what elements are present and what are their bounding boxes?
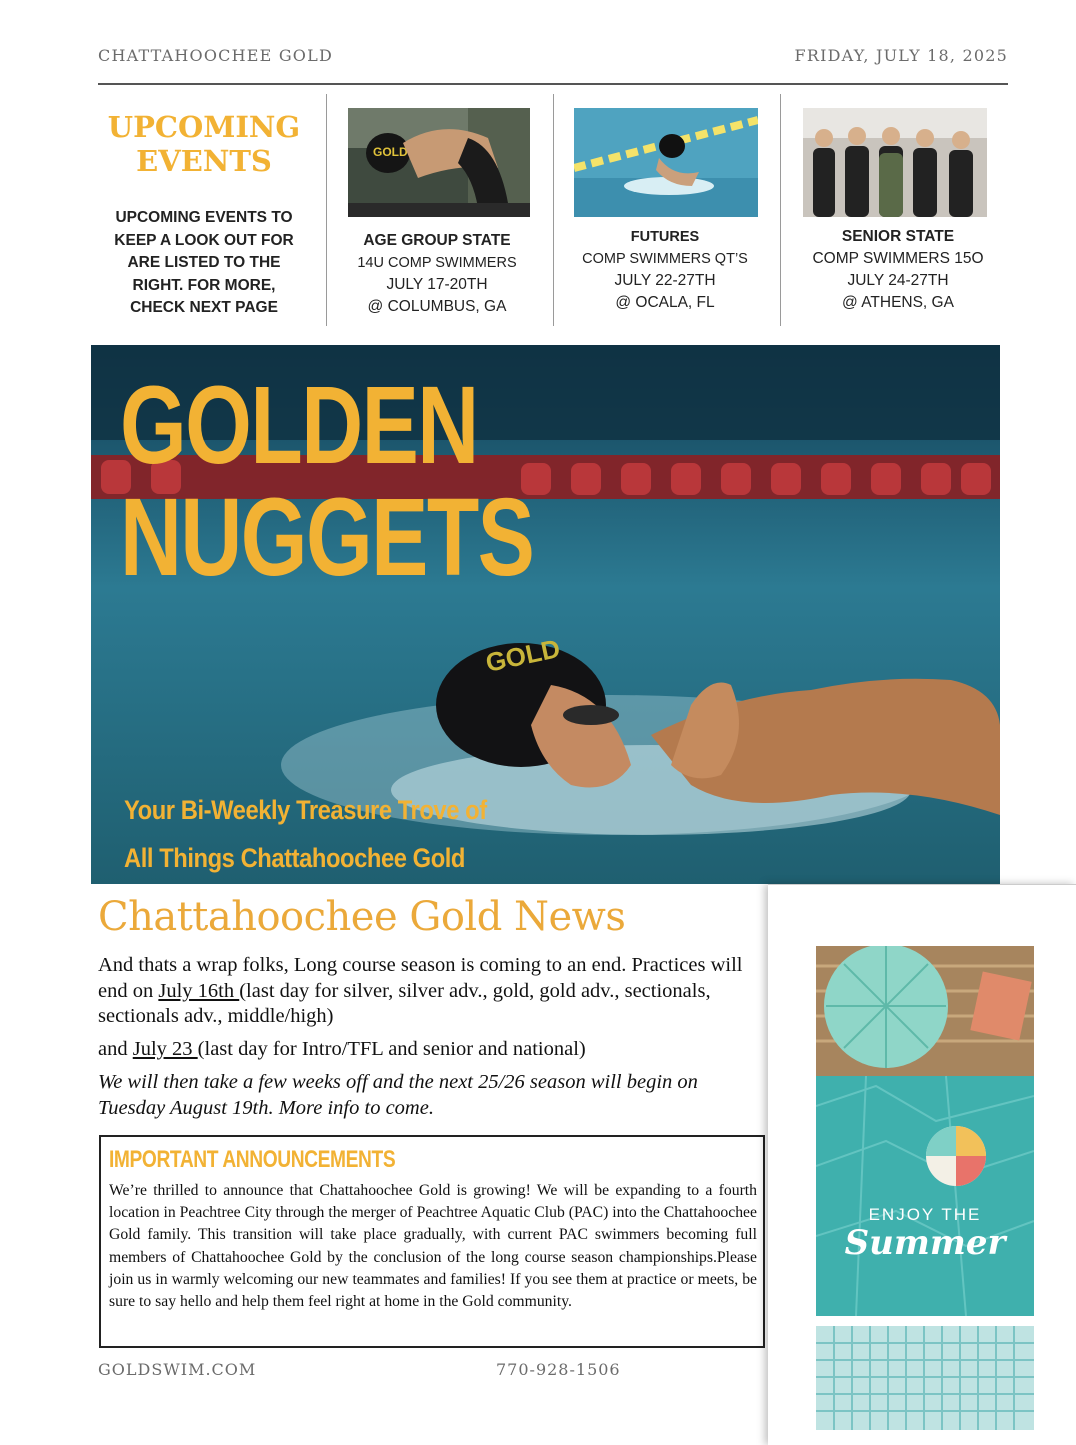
newsletter-tagline [124, 786, 487, 882]
masthead-title: CHATTAHOOCHEE GOLD [98, 46, 333, 65]
event-dates: JULY 22-27TH [614, 272, 716, 289]
website-link[interactable]: GOLDSWIM.COM [98, 1360, 257, 1379]
event-name: AGE GROUP STATE [363, 232, 511, 249]
upcoming-events-description: UPCOMING EVENTS TO KEEP A LOOK OUT FOR ARE LISTED TO THE RIGHT. FOR MORE, CHECK NEXT PAGE [114, 209, 294, 316]
announcements-heading: IMPORTANT ANNOUNCEMENTS [109, 1146, 396, 1173]
news-text: and [98, 1038, 133, 1060]
cap-logo-text: GOLD [483, 632, 563, 678]
announcements-text: We’re thrilled to announce that Chattahoochee Gold is growing! We will be expanding to a fourth location in Peachtree City through the merger of Peachtree Aquatic Club (PAC) into the Chattahoochee Gold family. This transition will take place gradually, with current PAC swimmers becoming full members of Chattahoochee Gold by the conclusion of the long course season championships.Please join us in warmly welcoming our new teammates and families! If you see them at practice or meets, be sure to say hello and help them feel right at home in the Gold community. [109, 1182, 757, 1311]
tagline-line1: Your Bi-Weekly Treasure Trove of [124, 795, 487, 825]
news-text: (last day for Intro/TFL and senior and national) [197, 1038, 586, 1060]
event-caption-age-group-state [336, 230, 538, 318]
date-july-16: July 16th [158, 979, 240, 1002]
event-dates: JULY 24-27TH [847, 272, 949, 289]
event-photo-age-group-state [348, 108, 530, 217]
tagline-line2: All Things Chattahoochee Gold [124, 843, 466, 873]
phone-number: 770-928-1506 [496, 1360, 621, 1379]
svg-text:GOLD: GOLD [373, 145, 408, 159]
upcoming-heading-line2: EVENTS [136, 144, 272, 178]
news-paragraph-1 [98, 953, 758, 1030]
event-group: COMP SWIMMERS 15O [812, 250, 984, 267]
event-location: @ COLUMBUS, GA [367, 298, 507, 315]
column-divider [553, 94, 554, 326]
upcoming-events-heading [100, 110, 308, 178]
column-divider [326, 94, 327, 326]
column-divider [780, 94, 781, 326]
event-location: @ ATHENS, GA [842, 294, 954, 311]
event-group: 14U COMP SWIMMERS [357, 255, 517, 271]
news-paragraph-2 [98, 1037, 758, 1063]
pool-tile-graphic [816, 1326, 1034, 1430]
event-caption-senior-state [792, 226, 1004, 314]
news-text: (last day for silver, silver adv., gold, gold adv., sectionals, sectionals adv., middle/high) [98, 979, 711, 1027]
title-line2: NUGGETS [120, 476, 534, 599]
news-paragraph-3: We will then take a few weeks off and the next 25/26 season will begin on Tuesday August 19th. More info to come. [98, 1071, 698, 1119]
title-line1: GOLDEN [120, 364, 478, 487]
issue-date: FRIDAY, JULY 18, 2025 [794, 46, 1008, 65]
news-heading: Chattahoochee Gold News [98, 894, 626, 940]
event-group: COMP SWIMMERS QT’S [582, 251, 748, 267]
event-name: SENIOR STATE [841, 228, 955, 245]
event-photo-senior-state [803, 108, 987, 217]
news-text: And thats a wrap folks, Long course season is coming to an end. Practices will end on [98, 954, 743, 1002]
event-caption-futures [563, 226, 767, 314]
event-photo-futures [574, 108, 758, 217]
event-dates: JULY 17-20TH [386, 276, 488, 293]
poster-text-line1: ENJOY THE [868, 1205, 982, 1224]
newsletter-title [120, 364, 534, 599]
event-name: FUTURES [630, 229, 700, 245]
poster-text-line2: Summer [844, 1223, 1006, 1263]
header-divider [98, 83, 1008, 85]
date-july-23: July 23 [132, 1038, 198, 1060]
event-location: @ OCALA, FL [615, 294, 715, 311]
upcoming-heading-line1: UPCOMING [107, 110, 301, 144]
